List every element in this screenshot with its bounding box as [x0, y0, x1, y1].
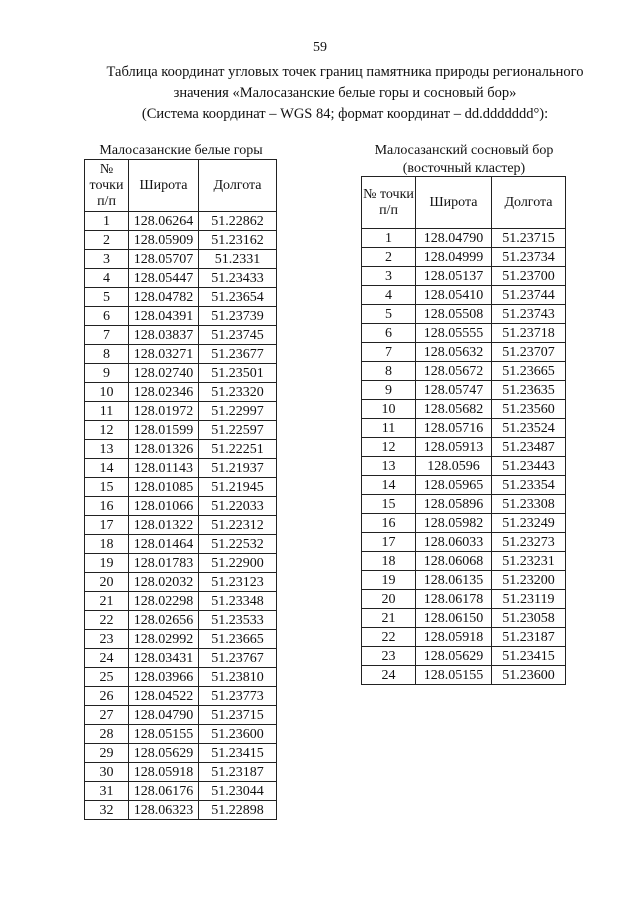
- cell-latitude: 128.02298: [129, 592, 199, 611]
- cell-latitude: 128.06068: [416, 552, 492, 571]
- cell-longitude: 51.23700: [492, 267, 566, 286]
- column-header-latitude: Широта: [129, 160, 199, 212]
- cell-longitude: 51.23354: [492, 476, 566, 495]
- table-row: [362, 457, 566, 476]
- cell-longitude: 51.22597: [199, 421, 277, 440]
- cell-point-number: 22: [85, 611, 129, 630]
- table-row: [362, 248, 566, 267]
- cell-point-number: 4: [362, 286, 416, 305]
- table-row: [85, 250, 277, 269]
- table-row: [85, 307, 277, 326]
- cell-longitude: 51.22997: [199, 402, 277, 421]
- table-caption-sosnovy-bor: Малосазанский сосновый бор (восточный кластер): [374, 143, 554, 176]
- cell-point-number: 14: [362, 476, 416, 495]
- cell-longitude: 51.23200: [492, 571, 566, 590]
- cell-longitude: 51.22312: [199, 516, 277, 535]
- cell-latitude: 128.05555: [416, 324, 492, 343]
- cell-latitude: 128.04999: [416, 248, 492, 267]
- cell-point-number: 19: [85, 554, 129, 573]
- cell-longitude: 51.22033: [199, 497, 277, 516]
- table-row: [85, 231, 277, 250]
- cell-longitude: 51.23273: [492, 533, 566, 552]
- cell-latitude: 128.06323: [129, 801, 199, 820]
- cell-latitude: 128.05896: [416, 495, 492, 514]
- table-row: [85, 402, 277, 421]
- cell-longitude: 51.23600: [492, 666, 566, 685]
- table-row: [85, 516, 277, 535]
- table-row: [362, 305, 566, 324]
- cell-latitude: 128.03271: [129, 345, 199, 364]
- cell-point-number: 8: [362, 362, 416, 381]
- cell-longitude: 51.23415: [199, 744, 277, 763]
- cell-point-number: 11: [85, 402, 129, 421]
- cell-longitude: 51.23745: [199, 326, 277, 345]
- table-row: [85, 212, 277, 231]
- table-row: [362, 419, 566, 438]
- heading-line-1: Таблица координат угловых точек границ памятника природы регионального: [106, 64, 584, 80]
- cell-latitude: 128.01464: [129, 535, 199, 554]
- cell-longitude: 51.23600: [199, 725, 277, 744]
- cell-point-number: 21: [85, 592, 129, 611]
- cell-point-number: 23: [362, 647, 416, 666]
- cell-point-number: 32: [85, 801, 129, 820]
- cell-longitude: 51.23487: [492, 438, 566, 457]
- table-row: [362, 628, 566, 647]
- table-row: [85, 421, 277, 440]
- column-header-latitude: Широта: [416, 177, 492, 229]
- heading-line-2: значения «Малосазанские белые горы и сосновый бор»: [173, 85, 517, 101]
- cell-latitude: 128.01599: [129, 421, 199, 440]
- cell-longitude: 51.23715: [492, 229, 566, 248]
- cell-point-number: 20: [362, 590, 416, 609]
- column-header-point-number: № точки п/п: [362, 177, 416, 229]
- cell-latitude: 128.01972: [129, 402, 199, 421]
- cell-point-number: 6: [85, 307, 129, 326]
- document-heading: [50, 62, 640, 125]
- cell-latitude: 128.06033: [416, 533, 492, 552]
- column-header-longitude: Долгота: [492, 177, 566, 229]
- table-row: [85, 668, 277, 687]
- cell-latitude: 128.05447: [129, 269, 199, 288]
- cell-latitude: 128.06135: [416, 571, 492, 590]
- cell-longitude: 51.23773: [199, 687, 277, 706]
- table-row: [85, 440, 277, 459]
- table-row: [362, 324, 566, 343]
- cell-longitude: 51.23533: [199, 611, 277, 630]
- cell-point-number: 3: [85, 250, 129, 269]
- cell-point-number: 19: [362, 571, 416, 590]
- cell-point-number: 11: [362, 419, 416, 438]
- cell-latitude: 128.05716: [416, 419, 492, 438]
- cell-point-number: 9: [362, 381, 416, 400]
- cell-point-number: 15: [85, 478, 129, 497]
- table-row: [362, 514, 566, 533]
- cell-point-number: 12: [362, 438, 416, 457]
- table-header-row: [362, 177, 566, 229]
- cell-longitude: 51.22862: [199, 212, 277, 231]
- cell-longitude: 51.23635: [492, 381, 566, 400]
- cell-longitude: 51.23433: [199, 269, 277, 288]
- cell-point-number: 27: [85, 706, 129, 725]
- cell-longitude: 51.23739: [199, 307, 277, 326]
- table-row: [85, 535, 277, 554]
- cell-longitude: 51.23249: [492, 514, 566, 533]
- table-row: [362, 590, 566, 609]
- cell-longitude: 51.23734: [492, 248, 566, 267]
- cell-longitude: 51.21945: [199, 478, 277, 497]
- cell-point-number: 24: [85, 649, 129, 668]
- table-row: [362, 229, 566, 248]
- cell-point-number: 31: [85, 782, 129, 801]
- cell-latitude: 128.05682: [416, 400, 492, 419]
- cell-point-number: 28: [85, 725, 129, 744]
- table-row: [85, 592, 277, 611]
- cell-point-number: 7: [362, 343, 416, 362]
- coordinates-table-sosnovy-bor: [361, 176, 566, 685]
- cell-longitude: 51.23767: [199, 649, 277, 668]
- cell-latitude: 128.06176: [129, 782, 199, 801]
- cell-longitude: 51.23058: [492, 609, 566, 628]
- cell-point-number: 26: [85, 687, 129, 706]
- table-row: [362, 362, 566, 381]
- heading-line-3: (Система координат – WGS 84; формат координат – dd.ddddddd°):: [141, 106, 549, 122]
- cell-point-number: 10: [85, 383, 129, 402]
- cell-point-number: 22: [362, 628, 416, 647]
- cell-point-number: 14: [85, 459, 129, 478]
- table-row: [85, 801, 277, 820]
- cell-longitude: 51.23443: [492, 457, 566, 476]
- cell-latitude: 128.06264: [129, 212, 199, 231]
- cell-longitude: 51.22898: [199, 801, 277, 820]
- cell-point-number: 3: [362, 267, 416, 286]
- cell-point-number: 4: [85, 269, 129, 288]
- cell-point-number: 16: [85, 497, 129, 516]
- cell-point-number: 15: [362, 495, 416, 514]
- table-row: [362, 609, 566, 628]
- cell-latitude: 128.01322: [129, 516, 199, 535]
- cell-longitude: 51.23119: [492, 590, 566, 609]
- cell-point-number: 30: [85, 763, 129, 782]
- cell-latitude: 128.02740: [129, 364, 199, 383]
- cell-latitude: 128.0596: [416, 457, 492, 476]
- cell-latitude: 128.05410: [416, 286, 492, 305]
- cell-longitude: 51.23231: [492, 552, 566, 571]
- cell-latitude: 128.05629: [416, 647, 492, 666]
- cell-longitude: 51.23665: [199, 630, 277, 649]
- cell-latitude: 128.03966: [129, 668, 199, 687]
- cell-point-number: 2: [362, 248, 416, 267]
- cell-point-number: 5: [362, 305, 416, 324]
- cell-longitude: 51.23501: [199, 364, 277, 383]
- cell-longitude: 51.23810: [199, 668, 277, 687]
- table-row: [362, 476, 566, 495]
- table-row: [85, 611, 277, 630]
- cell-point-number: 10: [362, 400, 416, 419]
- cell-latitude: 128.03431: [129, 649, 199, 668]
- cell-latitude: 128.04391: [129, 307, 199, 326]
- cell-longitude: 51.23677: [199, 345, 277, 364]
- cell-latitude: 128.05508: [416, 305, 492, 324]
- cell-longitude: 51.23560: [492, 400, 566, 419]
- table-row: [85, 706, 277, 725]
- table-row: [85, 269, 277, 288]
- cell-latitude: 128.05909: [129, 231, 199, 250]
- cell-latitude: 128.05672: [416, 362, 492, 381]
- cell-point-number: 25: [85, 668, 129, 687]
- cell-longitude: 51.23715: [199, 706, 277, 725]
- cell-point-number: 24: [362, 666, 416, 685]
- cell-point-number: 5: [85, 288, 129, 307]
- cell-longitude: 51.22251: [199, 440, 277, 459]
- cell-point-number: 1: [362, 229, 416, 248]
- cell-point-number: 17: [85, 516, 129, 535]
- cell-point-number: 9: [85, 364, 129, 383]
- cell-latitude: 128.03837: [129, 326, 199, 345]
- cell-point-number: 16: [362, 514, 416, 533]
- table-row: [85, 288, 277, 307]
- cell-latitude: 128.05155: [416, 666, 492, 685]
- cell-latitude: 128.02032: [129, 573, 199, 592]
- cell-latitude: 128.05155: [129, 725, 199, 744]
- column-header-longitude: Долгота: [199, 160, 277, 212]
- cell-longitude: 51.21937: [199, 459, 277, 478]
- table-row: [362, 438, 566, 457]
- cell-longitude: 51.23744: [492, 286, 566, 305]
- column-header-point-number: № точки п/п: [85, 160, 129, 212]
- cell-longitude: 51.23524: [492, 419, 566, 438]
- table-row: [85, 573, 277, 592]
- table-row: [362, 571, 566, 590]
- cell-point-number: 13: [362, 457, 416, 476]
- table-row: [85, 630, 277, 649]
- cell-longitude: 51.23654: [199, 288, 277, 307]
- cell-longitude: 51.23187: [199, 763, 277, 782]
- cell-longitude: 51.23320: [199, 383, 277, 402]
- cell-longitude: 51.23718: [492, 324, 566, 343]
- cell-point-number: 23: [85, 630, 129, 649]
- cell-latitude: 128.05137: [416, 267, 492, 286]
- table-row: [85, 725, 277, 744]
- cell-longitude: 51.23308: [492, 495, 566, 514]
- cell-point-number: 17: [362, 533, 416, 552]
- cell-latitude: 128.05918: [416, 628, 492, 647]
- cell-point-number: 6: [362, 324, 416, 343]
- cell-point-number: 13: [85, 440, 129, 459]
- table-row: [85, 459, 277, 478]
- cell-longitude: 51.23707: [492, 343, 566, 362]
- cell-latitude: 128.06178: [416, 590, 492, 609]
- table-row: [85, 345, 277, 364]
- cell-point-number: 18: [85, 535, 129, 554]
- cell-longitude: 51.23162: [199, 231, 277, 250]
- table-body: [362, 229, 566, 685]
- cell-latitude: 128.02656: [129, 611, 199, 630]
- table-row: [85, 497, 277, 516]
- table-body: [85, 212, 277, 820]
- cell-longitude: 51.23123: [199, 573, 277, 592]
- cell-latitude: 128.05913: [416, 438, 492, 457]
- cell-point-number: 1: [85, 212, 129, 231]
- cell-point-number: 29: [85, 744, 129, 763]
- cell-point-number: 2: [85, 231, 129, 250]
- table-row: [362, 381, 566, 400]
- cell-point-number: 12: [85, 421, 129, 440]
- cell-latitude: 128.04522: [129, 687, 199, 706]
- table-row: [362, 495, 566, 514]
- cell-latitude: 128.05747: [416, 381, 492, 400]
- cell-latitude: 128.05918: [129, 763, 199, 782]
- table-row: [85, 554, 277, 573]
- cell-longitude: 51.23665: [492, 362, 566, 381]
- table-row: [362, 647, 566, 666]
- cell-point-number: 18: [362, 552, 416, 571]
- table-row: [85, 687, 277, 706]
- coordinates-table-belye-gory: [84, 159, 277, 820]
- table-row: [85, 326, 277, 345]
- cell-longitude: 51.23187: [492, 628, 566, 647]
- cell-latitude: 128.05629: [129, 744, 199, 763]
- cell-latitude: 128.01143: [129, 459, 199, 478]
- cell-longitude: 51.23348: [199, 592, 277, 611]
- cell-latitude: 128.01085: [129, 478, 199, 497]
- table-header-row: [85, 160, 277, 212]
- table-row: [85, 364, 277, 383]
- cell-longitude: 51.23743: [492, 305, 566, 324]
- table-row: [362, 400, 566, 419]
- table-row: [85, 782, 277, 801]
- cell-point-number: 8: [85, 345, 129, 364]
- table-row: [362, 267, 566, 286]
- table-row: [85, 763, 277, 782]
- table-row: [85, 383, 277, 402]
- page-number: 59: [313, 40, 327, 55]
- table-row: [362, 533, 566, 552]
- cell-point-number: 7: [85, 326, 129, 345]
- table-row: [362, 552, 566, 571]
- cell-point-number: 20: [85, 573, 129, 592]
- cell-longitude: 51.22532: [199, 535, 277, 554]
- cell-latitude: 128.05707: [129, 250, 199, 269]
- table-row: [362, 666, 566, 685]
- cell-latitude: 128.04790: [129, 706, 199, 725]
- table-row: [85, 744, 277, 763]
- cell-latitude: 128.06150: [416, 609, 492, 628]
- cell-latitude: 128.01326: [129, 440, 199, 459]
- cell-latitude: 128.01783: [129, 554, 199, 573]
- table-row: [362, 286, 566, 305]
- cell-latitude: 128.02346: [129, 383, 199, 402]
- cell-longitude: 51.23415: [492, 647, 566, 666]
- table-row: [362, 343, 566, 362]
- cell-longitude: 51.23044: [199, 782, 277, 801]
- cell-latitude: 128.02992: [129, 630, 199, 649]
- cell-latitude: 128.05965: [416, 476, 492, 495]
- cell-latitude: 128.05632: [416, 343, 492, 362]
- cell-point-number: 21: [362, 609, 416, 628]
- cell-latitude: 128.04790: [416, 229, 492, 248]
- table-row: [85, 649, 277, 668]
- cell-latitude: 128.04782: [129, 288, 199, 307]
- cell-longitude: 51.2331: [199, 250, 277, 269]
- cell-latitude: 128.01066: [129, 497, 199, 516]
- table-caption-belye-gory: Малосазанские белые горы: [99, 143, 263, 158]
- cell-longitude: 51.22900: [199, 554, 277, 573]
- table-row: [85, 478, 277, 497]
- cell-latitude: 128.05982: [416, 514, 492, 533]
